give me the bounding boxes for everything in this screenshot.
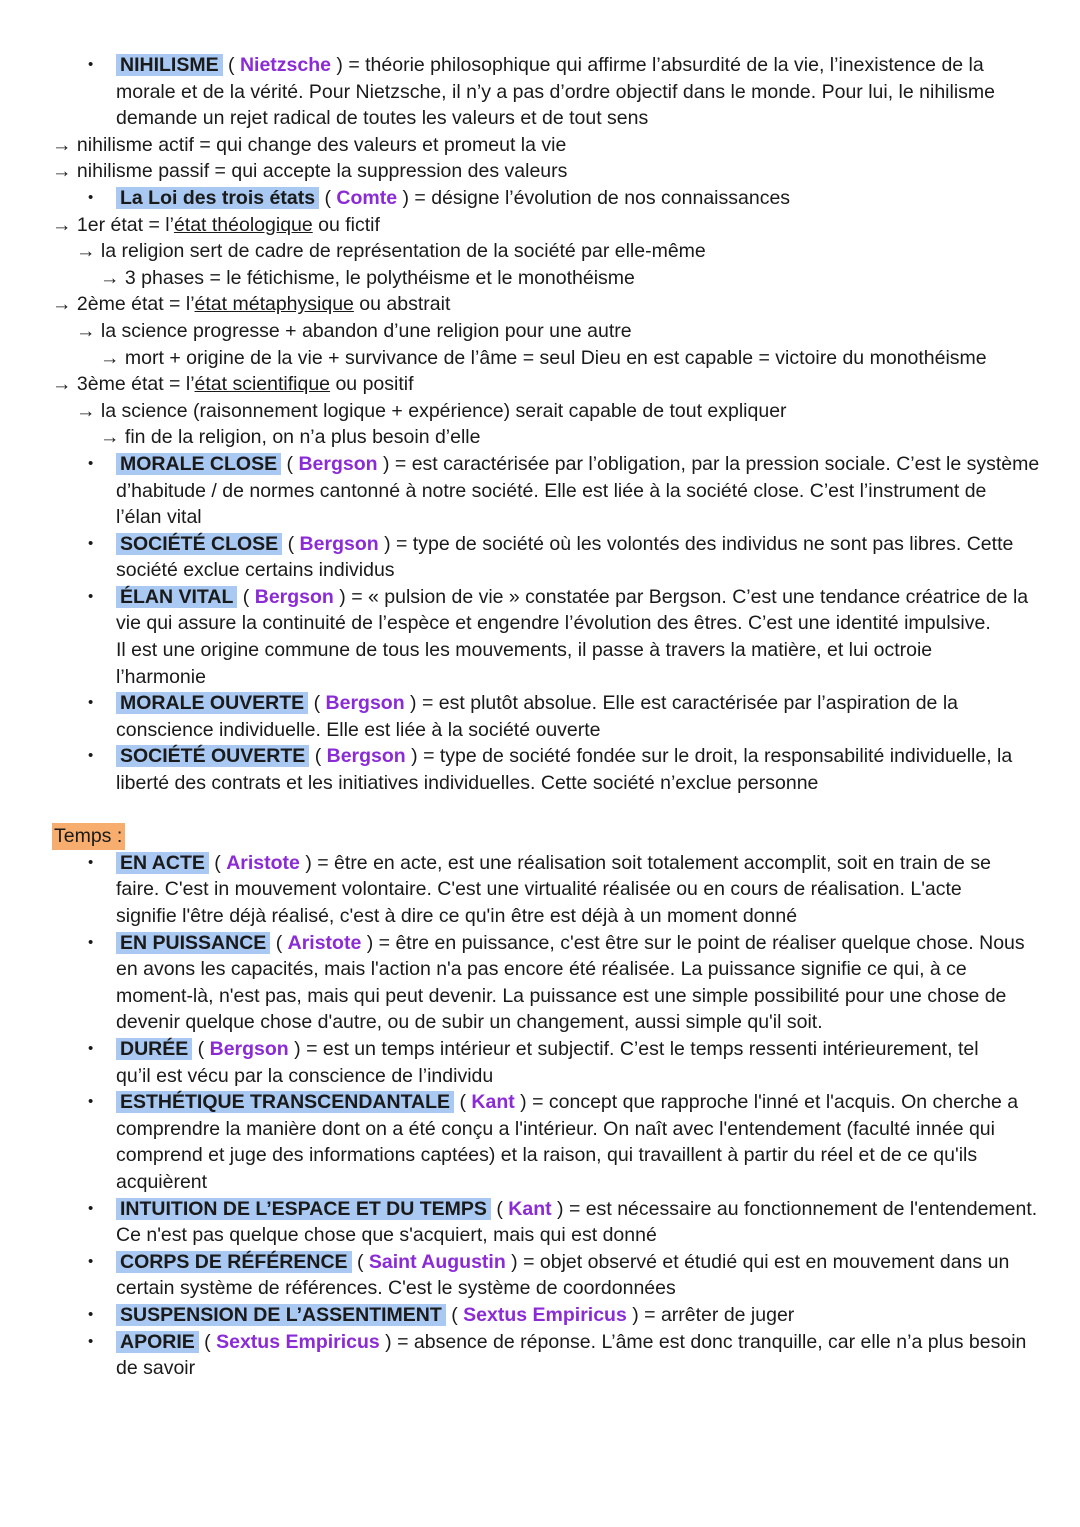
definition-text: = type de société fondée sur le droit, la responsabilité individuelle, la bbox=[423, 745, 1013, 768]
arrow-line: → nihilisme passif = qui accepte la suppression des valeurs bbox=[52, 160, 568, 183]
entry-intuition: • INTUITION DE L’ESPACE ET DU TEMPS ( Kant ) = est nécessaire au fonctionnement de l'entendement. bbox=[0, 1196, 1080, 1223]
definition-text: morale et de la vérité. Pour Nietzsche, il n’y a pas d’ordre objectif dans le monde. Pour lui, le nihilisme bbox=[116, 80, 996, 103]
bullet bbox=[88, 1036, 93, 1063]
entry-societe-close: • SOCIÉTÉ CLOSE ( Bergson ) = type de société où les volontés des individus ne sont pas libres. Cette bbox=[0, 531, 1080, 558]
definition-text: signifie l'être déjà réalisé, c'est à dire ce qu'in être est déjà à un moment donné bbox=[116, 905, 798, 927]
author: Kant bbox=[508, 1197, 552, 1220]
term: APORIE bbox=[116, 1331, 199, 1353]
term: SOCIÉTÉ OUVERTE bbox=[116, 745, 309, 767]
term: EN PUISSANCE bbox=[116, 932, 270, 954]
term: MORALE CLOSE bbox=[116, 453, 281, 475]
entry-nihilisme: • NIHILISME ( Nietzsche ) = théorie philosophique qui affirme l’absurdité de la vie, l’inexistence de la bbox=[0, 52, 1080, 79]
section-title: Temps : bbox=[52, 823, 125, 850]
arrow-line: → la science progresse + abandon d’une religion pour une autre bbox=[76, 319, 632, 342]
definition-text: liberté des contrats et les initiatives individuelles. Cette société n’exclue personne bbox=[116, 772, 819, 795]
arrow-line: → 3ème état = l’état scientifique ou positif bbox=[52, 373, 414, 396]
entry-morale-close: • MORALE CLOSE ( Bergson ) = est caractérisée par l’obligation, par la pression sociale. C’est le système bbox=[0, 451, 1080, 478]
author: Bergson bbox=[299, 532, 379, 555]
term: La Loi des trois états bbox=[116, 187, 319, 209]
term: ÉLAN VITAL bbox=[116, 586, 237, 608]
bullet bbox=[88, 930, 93, 957]
entry-societe-ouverte: • SOCIÉTÉ OUVERTE ( Bergson ) = type de société fondée sur le droit, la responsabilité individuelle, la bbox=[0, 743, 1080, 770]
entry-corps-de-reference: • CORPS DE RÉFÉRENCE ( Saint Augustin ) = objet observé et étudié qui est en mouvement dans un bbox=[0, 1249, 1080, 1276]
entry-elan-vital: • ÉLAN VITAL ( Bergson ) = « pulsion de vie » constatée par Bergson. C’est une tendance créatrice de la bbox=[0, 584, 1080, 611]
entry-trois-etats: • La Loi des trois états ( Comte ) = désigne l’évolution de nos connaissances bbox=[0, 185, 1080, 212]
definition-text: Il est une origine commune de tous les mouvements, il passe à travers la matière, et lui octroie bbox=[116, 639, 933, 662]
definition-text: société exclue certains individus bbox=[116, 559, 395, 582]
bullet bbox=[88, 584, 93, 611]
bullet bbox=[88, 52, 93, 79]
author: Kant bbox=[471, 1091, 515, 1114]
section-temps bbox=[0, 823, 1080, 850]
definition-text: = est plutôt absolue. Elle est caractérisée par l’aspiration de la bbox=[421, 692, 958, 715]
definition-text: = type de société où les volontés des individus ne sont pas libres. Cette bbox=[396, 532, 1014, 555]
entry-suspension: • SUSPENSION DE L’ASSENTIMENT ( Sextus Empiricus ) = arrêter de juger bbox=[0, 1302, 1080, 1329]
author: Bergson bbox=[209, 1037, 289, 1060]
author: Sextus Empiricus bbox=[216, 1330, 380, 1353]
definition-text: moment-là, n'est pas, mais qui peut devenir. La puissance est une simple possibilité pour une chose de bbox=[116, 984, 1007, 1007]
definition-text: comprend et juge des informations captées) et la raison, qui travaillent à partir du réel et de ce qu'ils bbox=[116, 1144, 978, 1167]
bullet bbox=[88, 1089, 93, 1116]
entry-morale-ouverte: • MORALE OUVERTE ( Bergson ) = est plutôt absolue. Elle est caractérisée par l’aspiration de la bbox=[0, 690, 1080, 717]
bullet bbox=[88, 850, 93, 877]
author: Bergson bbox=[254, 585, 334, 608]
term: EN ACTE bbox=[116, 852, 209, 874]
entry-esthetique: • ESTHÉTIQUE TRANSCENDANTALE ( Kant ) = concept que rapproche l'inné et l'acquis. On cherche a bbox=[0, 1089, 1080, 1116]
definition-text: faire. C'est in mouvement volontaire. C'est une virtualité réalisée ou en cours de réalisation. L'acte bbox=[116, 878, 962, 901]
definition-text: comprendre la manière dont on a été conçu a l'intérieur. On naît avec l'entendement (faculté innée qui bbox=[116, 1117, 995, 1140]
entry-en-acte: • EN ACTE ( Aristote ) = être en acte, est une réalisation soit totalement accomplit, soit en train de se bbox=[0, 850, 1080, 877]
definition-text: l’harmonie bbox=[116, 665, 206, 688]
author: Nietzsche bbox=[239, 54, 331, 76]
definition-text: en avons les capacités, mais l'action n'a pas encore été réalisée. La puissance signifie ce qui, à ce bbox=[116, 958, 967, 981]
term: INTUITION DE L’ESPACE ET DU TEMPS bbox=[116, 1198, 491, 1220]
notes-page bbox=[0, 52, 1080, 1382]
author: Aristote bbox=[287, 931, 362, 954]
bullet bbox=[88, 185, 93, 212]
definition-text: = est caractérisée par l’obligation, par la pression sociale. C’est le système bbox=[394, 452, 1040, 475]
term: MORALE OUVERTE bbox=[116, 692, 308, 714]
author: Saint Augustin bbox=[368, 1250, 506, 1273]
entry-duree: • DURÉE ( Bergson ) = est un temps intérieur et subjectif. C’est le temps ressenti intérieurement, tel bbox=[0, 1036, 1080, 1063]
definition-text: = théorie philosophique qui affirme l’absurdité de la vie, l’inexistence de la bbox=[348, 54, 984, 76]
arrow-line: → mort + origine de la vie + survivance de l’âme = seul Dieu en est capable = victoire du monothéisme bbox=[100, 346, 987, 369]
definition-text: l’élan vital bbox=[116, 506, 202, 529]
term: DURÉE bbox=[116, 1038, 192, 1060]
definition-text: certain système de références. C'est le système de coordonnées bbox=[116, 1277, 676, 1300]
term: ESTHÉTIQUE TRANSCENDANTALE bbox=[116, 1091, 454, 1113]
term: NIHILISME bbox=[116, 54, 223, 76]
bullet bbox=[88, 1196, 93, 1223]
definition-text: Ce n'est pas quelque chose que s'acquiert, mais qui est donné bbox=[116, 1224, 657, 1247]
definition-text: = est nécessaire au fonctionnement de l'entendement. bbox=[568, 1197, 1038, 1220]
definition-text: acquièrent bbox=[116, 1170, 208, 1193]
definition-text: = désigne l’évolution de nos connaissances bbox=[414, 186, 791, 209]
arrow-line: → la science (raisonnement logique + expérience) serait capable de tout expliquer bbox=[76, 399, 787, 422]
bullet bbox=[88, 690, 93, 717]
definition-text: = « pulsion de vie » constatée par Bergson. C’est une tendance créatrice de la bbox=[351, 585, 1029, 608]
bullet bbox=[88, 743, 93, 770]
definition-text: qu’il est vécu par la conscience de l’individu bbox=[116, 1064, 494, 1087]
arrow-line: → fin de la religion, on n’a plus besoin d’elle bbox=[100, 426, 481, 449]
bullet bbox=[88, 1302, 93, 1329]
entry-aporie: • APORIE ( Sextus Empiricus ) = absence de réponse. L’âme est donc tranquille, car elle n’a plus besoin bbox=[0, 1329, 1080, 1356]
term: SOCIÉTÉ CLOSE bbox=[116, 533, 282, 555]
author: Aristote bbox=[226, 851, 300, 874]
entry-en-puissance: • EN PUISSANCE ( Aristote ) = être en puissance, c'est être sur le point de réaliser quelque chose. Nous bbox=[0, 930, 1080, 957]
arrow-line: → 2ème état = l’état métaphysique ou abstrait bbox=[52, 293, 451, 316]
definition-text: = arrêter de juger bbox=[644, 1303, 795, 1326]
definition-text: vie qui assure la continuité de l’espèce et engendre l’évolution des êtres. C’est une identité impulsive. bbox=[116, 612, 991, 635]
bullet bbox=[88, 531, 93, 558]
definition-text: = objet observé et étudié qui est en mouvement dans un bbox=[523, 1250, 1010, 1273]
arrow-line: → 3 phases = le fétichisme, le polythéisme et le monothéisme bbox=[100, 266, 635, 289]
author: Sextus Empiricus bbox=[463, 1303, 627, 1326]
definition-text: = concept que rapproche l'inné et l'acquis. On cherche a bbox=[532, 1091, 1019, 1114]
bullet bbox=[88, 451, 93, 478]
author: Bergson bbox=[326, 745, 406, 768]
bullet bbox=[88, 1329, 93, 1356]
definition-text: = absence de réponse. L’âme est donc tranquille, car elle n’a plus besoin bbox=[397, 1330, 1027, 1353]
author: Comte bbox=[336, 186, 398, 209]
definition-text: = être en puissance, c'est être sur le point de réaliser quelque chose. Nous bbox=[378, 931, 1025, 954]
definition-text: = est un temps intérieur et subjectif. C’est le temps ressenti intérieurement, tel bbox=[306, 1037, 979, 1060]
definition-text: devenir quelque chose d'autre, ou de subir un changement, aussi simple qu'il soit. bbox=[116, 1011, 823, 1034]
definition-text: conscience individuelle. Elle est liée à la société ouverte bbox=[116, 718, 601, 741]
definition-text: demande un rejet radical de toutes les valeurs et de tout sens bbox=[116, 107, 649, 130]
arrow-line: → 1er état = l’état théologique ou fictif bbox=[52, 213, 380, 236]
arrow-line: → nihilisme actif = qui change des valeurs et promeut la vie bbox=[52, 133, 567, 156]
author: Bergson bbox=[325, 692, 405, 715]
definition-text: d’habitude / de normes cantonné à notre société. Elle est liée à la société close. C’est l’instrument de bbox=[116, 479, 987, 502]
definition-text: = être en acte, est une réalisation soit totalement accomplit, soit en train de se bbox=[317, 851, 991, 874]
definition-text: de savoir bbox=[116, 1357, 196, 1380]
author: Bergson bbox=[298, 452, 378, 475]
arrow-line: → la religion sert de cadre de représentation de la société par elle-même bbox=[76, 240, 706, 263]
term: CORPS DE RÉFÉRENCE bbox=[116, 1251, 352, 1273]
bullet bbox=[88, 1249, 93, 1276]
term: SUSPENSION DE L’ASSENTIMENT bbox=[116, 1304, 446, 1326]
